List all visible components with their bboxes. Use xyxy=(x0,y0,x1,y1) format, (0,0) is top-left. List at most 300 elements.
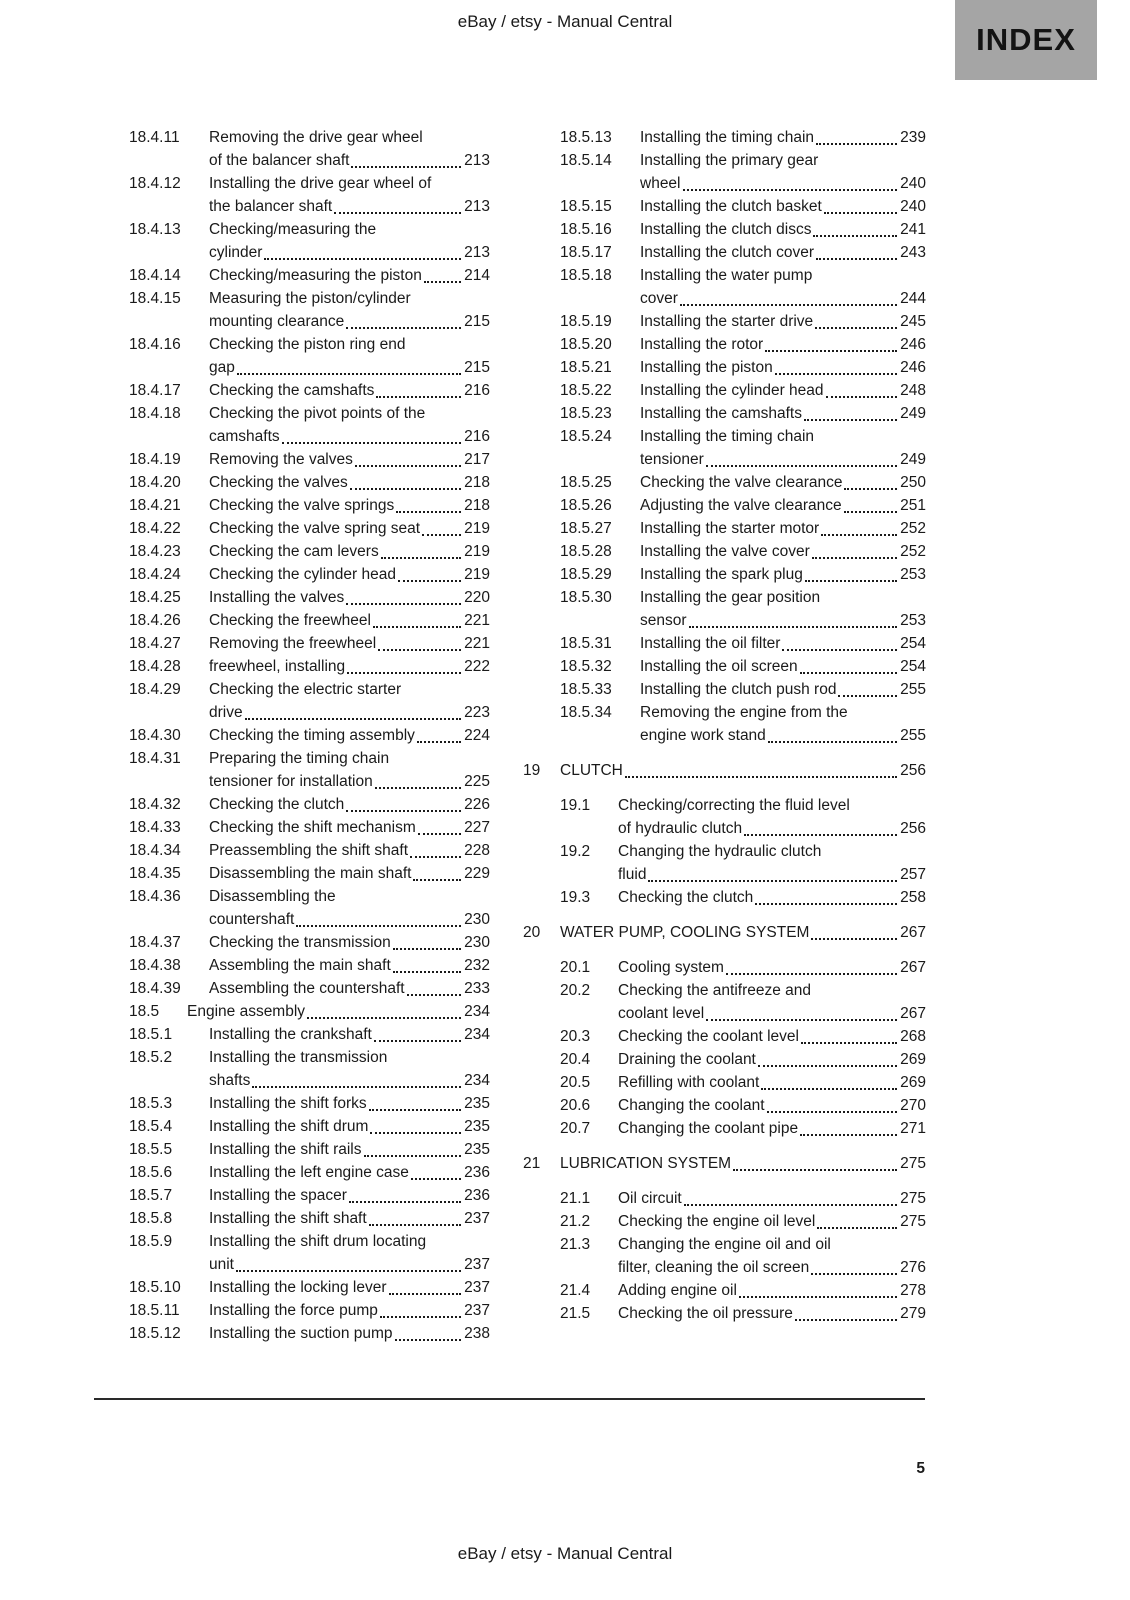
toc-entry-page: 237 xyxy=(464,1302,490,1319)
toc-entry-body xyxy=(618,1048,926,1071)
toc-entry-title-line: Installing the gear position xyxy=(640,589,821,606)
dot-leader xyxy=(801,1042,897,1044)
dot-leader xyxy=(800,672,897,674)
toc-entry-last-line xyxy=(640,402,926,425)
toc-entry-last-line xyxy=(618,863,926,886)
toc-entry xyxy=(129,1138,490,1161)
toc-entry-last-line xyxy=(618,1210,926,1233)
toc-entry-body xyxy=(618,1071,926,1094)
toc-entry-number: 20.2 xyxy=(560,982,591,999)
toc-entry xyxy=(560,471,926,494)
toc-entry-last-line xyxy=(209,494,490,517)
toc-entry-last-line xyxy=(618,817,926,840)
toc-entry-last-line xyxy=(209,770,490,793)
toc-entry-last-line xyxy=(618,1025,926,1048)
toc-entry-title: Installing the starter motor xyxy=(640,520,820,537)
toc-entry-page: 213 xyxy=(464,198,490,215)
dot-leader xyxy=(838,695,897,697)
toc-entry-page: 258 xyxy=(900,889,926,906)
toc-entry-page: 234 xyxy=(464,1003,490,1020)
toc-entry-title: Checking the cam levers xyxy=(209,543,379,560)
toc-entry-title: Changing the coolant xyxy=(618,1097,765,1114)
toc-entry-number: 18.4.36 xyxy=(129,888,181,905)
toc-entry xyxy=(523,921,926,944)
toc-entry xyxy=(560,794,926,840)
toc-entry-page: 249 xyxy=(900,451,926,468)
toc-entry-last-line xyxy=(618,1048,926,1071)
toc-entry-body xyxy=(209,678,490,724)
toc-entry-title: Checking the valves xyxy=(209,474,348,491)
toc-entry-page: 252 xyxy=(900,543,926,560)
dot-leader xyxy=(821,534,897,536)
toc-entry-title-line: Disassembling the xyxy=(209,888,336,905)
toc-entry xyxy=(129,885,490,931)
toc-entry-title: Engine assembly xyxy=(187,1003,306,1020)
toc-entry xyxy=(560,701,926,747)
toc-entry-page: 218 xyxy=(464,474,490,491)
toc-entry xyxy=(129,563,490,586)
dot-leader xyxy=(245,718,462,720)
toc-entry-page: 245 xyxy=(900,313,926,330)
toc-entry-body xyxy=(618,886,926,909)
dot-leader xyxy=(422,534,461,536)
toc-entry-title: Installing the shift drum xyxy=(209,1118,369,1135)
toc-entry xyxy=(129,954,490,977)
dot-leader xyxy=(795,1319,897,1321)
toc-entry-last-line xyxy=(209,264,490,287)
toc-entry-body xyxy=(209,977,490,1000)
dot-leader xyxy=(411,1178,461,1180)
toc-entry-body xyxy=(560,759,926,782)
toc-entry-number: 18.4.11 xyxy=(129,129,180,146)
toc-entry-last-line xyxy=(209,1069,490,1092)
toc-entry-body xyxy=(618,1094,926,1117)
toc-entry-last-line xyxy=(209,1322,490,1345)
toc-entry-body xyxy=(209,1276,490,1299)
toc-entry-page: 216 xyxy=(464,428,490,445)
toc-entry-last-line xyxy=(640,471,926,494)
toc-entry-last-line xyxy=(209,425,490,448)
toc-entry-body xyxy=(618,1025,926,1048)
toc-entry-last-line xyxy=(640,241,926,264)
toc-entry-title: Checking the camshafts xyxy=(209,382,375,399)
toc-entry-body xyxy=(640,402,926,425)
dot-leader xyxy=(758,1065,897,1067)
toc-entry-number: 18.5.34 xyxy=(560,704,612,721)
toc-entry-title: filter, cleaning the oil screen xyxy=(618,1259,810,1276)
toc-entry-title: wheel xyxy=(640,175,681,192)
dot-leader xyxy=(395,1339,462,1341)
toc-entry-number: 18.5.9 xyxy=(129,1233,173,1250)
toc-entry-page: 244 xyxy=(900,290,926,307)
toc-entry xyxy=(129,218,490,264)
toc-entry xyxy=(129,471,490,494)
toc-entry-body xyxy=(618,1117,926,1140)
toc-column xyxy=(523,126,926,1345)
toc-column xyxy=(129,126,490,1345)
toc-entry-title: fluid xyxy=(618,866,647,883)
toc-entry xyxy=(129,172,490,218)
toc-entry-page: 234 xyxy=(464,1026,490,1043)
toc-entry-page: 232 xyxy=(464,957,490,974)
dot-leader xyxy=(370,1132,461,1134)
toc-entry-last-line xyxy=(209,724,490,747)
toc-entry-title: unit xyxy=(209,1256,234,1273)
toc-entry-last-line xyxy=(209,1207,490,1230)
toc-entry-last-line xyxy=(618,886,926,909)
dot-leader xyxy=(811,1273,897,1275)
toc-entry-number: 18.4.30 xyxy=(129,727,181,744)
toc-entry xyxy=(560,333,926,356)
toc-entry-last-line xyxy=(640,356,926,379)
dot-leader xyxy=(418,833,461,835)
toc-entry-page: 226 xyxy=(464,796,490,813)
dot-leader xyxy=(817,1227,897,1229)
toc-entry-title: Checking the coolant level xyxy=(618,1028,799,1045)
toc-entry-title: Checking/measuring the piston xyxy=(209,267,422,284)
toc-entry-title: Installing the clutch push rod xyxy=(640,681,837,698)
toc-entry xyxy=(560,1117,926,1140)
toc-entry-page: 246 xyxy=(900,359,926,376)
dot-leader xyxy=(369,1224,461,1226)
toc-entry-number: 18.4.31 xyxy=(129,750,181,767)
toc-entry-title-line: Installing the transmission xyxy=(209,1049,388,1066)
dot-leader xyxy=(417,741,461,743)
toc-entry-last-line xyxy=(618,1302,926,1325)
toc-entry-title: Installing the force pump xyxy=(209,1302,378,1319)
dot-leader xyxy=(355,465,461,467)
toc-entry xyxy=(560,425,926,471)
toc-entry-body xyxy=(209,816,490,839)
toc-entry-number: 18.5.7 xyxy=(129,1187,173,1204)
table-of-contents xyxy=(129,126,926,1345)
toc-entry-number: 18.5.10 xyxy=(129,1279,181,1296)
toc-entry-body xyxy=(209,885,490,931)
toc-entry-page: 270 xyxy=(900,1097,926,1114)
toc-entry-body xyxy=(209,747,490,793)
toc-entry-page: 215 xyxy=(464,313,490,330)
dot-leader xyxy=(351,166,461,168)
dot-leader xyxy=(761,1088,897,1090)
toc-entry xyxy=(560,310,926,333)
index-badge: INDEX xyxy=(955,0,1097,80)
toc-entry-body xyxy=(640,356,926,379)
toc-entry-page: 224 xyxy=(464,727,490,744)
toc-entry-page: 220 xyxy=(464,589,490,606)
toc-entry-page: 279 xyxy=(900,1305,926,1322)
toc-entry-last-line xyxy=(209,1299,490,1322)
toc-entry-body xyxy=(640,264,926,310)
toc-entry-number: 19.1 xyxy=(560,797,591,814)
toc-entry xyxy=(129,632,490,655)
dot-leader xyxy=(765,350,897,352)
dot-leader xyxy=(410,856,461,858)
toc-entry-body xyxy=(209,379,490,402)
toc-entry-number: 18.4.15 xyxy=(129,290,181,307)
toc-entry-body xyxy=(209,126,490,172)
dot-leader xyxy=(393,971,461,973)
toc-entry-title: Installing the clutch basket xyxy=(640,198,822,215)
toc-entry-body xyxy=(640,379,926,402)
toc-entry-number: 18.5.26 xyxy=(560,497,612,514)
toc-entry-page: 214 xyxy=(464,267,490,284)
toc-entry xyxy=(129,977,490,1000)
toc-entry-page: 268 xyxy=(900,1028,926,1045)
toc-entry-number: 18.4.26 xyxy=(129,612,181,629)
toc-entry-body xyxy=(640,241,926,264)
toc-entry xyxy=(129,287,490,333)
toc-entry-title-line: Installing the shift drum locating xyxy=(209,1233,427,1250)
toc-entry-page: 218 xyxy=(464,497,490,514)
toc-entry-title-line: Checking/measuring the xyxy=(209,221,377,238)
toc-entry-page: 235 xyxy=(464,1118,490,1135)
toc-entry-last-line xyxy=(209,1023,490,1046)
toc-entry-last-line xyxy=(209,379,490,402)
toc-entry-number: 18.4.29 xyxy=(129,681,181,698)
toc-entry-title: freewheel, installing xyxy=(209,658,346,675)
toc-entry-number: 19 xyxy=(523,762,541,779)
toc-entry xyxy=(560,1187,926,1210)
toc-entry xyxy=(129,793,490,816)
toc-entry-body xyxy=(560,921,926,944)
dot-leader xyxy=(378,649,461,651)
toc-entry-page: 237 xyxy=(464,1256,490,1273)
toc-entry-title: gap xyxy=(209,359,235,376)
toc-entry-last-line xyxy=(560,1152,926,1175)
dot-leader xyxy=(413,879,461,881)
toc-entry-number: 18.5.2 xyxy=(129,1049,173,1066)
toc-entry-body xyxy=(209,264,490,287)
dot-leader xyxy=(349,1201,461,1203)
dot-leader xyxy=(374,1040,461,1042)
toc-entry xyxy=(129,1115,490,1138)
toc-entry-title-line: Checking the antifreeze and xyxy=(618,982,812,999)
toc-entry-number: 20.3 xyxy=(560,1028,591,1045)
toc-entry-title: engine work stand xyxy=(640,727,766,744)
toc-entry-body xyxy=(640,701,926,747)
toc-entry-last-line xyxy=(640,655,926,678)
toc-entry-body xyxy=(640,333,926,356)
toc-entry-title: the balancer shaft xyxy=(209,198,333,215)
dot-leader xyxy=(347,672,461,674)
toc-entry-last-line xyxy=(209,862,490,885)
dot-leader xyxy=(380,1316,461,1318)
toc-entry-page: 230 xyxy=(464,934,490,951)
toc-entry-last-line xyxy=(640,609,926,632)
toc-entry-page: 250 xyxy=(900,474,926,491)
toc-entry-body xyxy=(209,1207,490,1230)
toc-entry-title: Assembling the countershaft xyxy=(209,980,405,997)
toc-entry xyxy=(560,195,926,218)
toc-entry-body xyxy=(209,793,490,816)
toc-entry xyxy=(129,1000,490,1023)
toc-entry xyxy=(129,1023,490,1046)
dot-leader xyxy=(680,304,897,306)
toc-entry-body xyxy=(618,1302,926,1325)
toc-entry-title-line: Installing the primary gear xyxy=(640,152,819,169)
toc-entry-page: 223 xyxy=(464,704,490,721)
dot-leader xyxy=(706,465,897,467)
dot-leader xyxy=(625,776,897,778)
toc-entry-number: 20.1 xyxy=(560,959,591,976)
toc-entry-title: Checking the cylinder head xyxy=(209,566,396,583)
toc-entry xyxy=(560,1302,926,1325)
toc-entry-title-line: Measuring the piston/cylinder xyxy=(209,290,411,307)
toc-entry-page: 275 xyxy=(900,1190,926,1207)
toc-entry-number: 18.5.3 xyxy=(129,1095,173,1112)
toc-entry-number: 18.4.33 xyxy=(129,819,181,836)
dot-leader xyxy=(844,488,897,490)
toc-entry-body xyxy=(209,172,490,218)
toc-entry-page: 267 xyxy=(900,924,926,941)
toc-entry xyxy=(129,862,490,885)
toc-entry-number: 18.5.33 xyxy=(560,681,612,698)
dot-leader xyxy=(706,1019,897,1021)
toc-entry-last-line xyxy=(618,956,926,979)
toc-entry-title: tensioner xyxy=(640,451,704,468)
toc-entry-last-line xyxy=(618,1002,926,1025)
toc-entry-last-line xyxy=(209,471,490,494)
dot-leader xyxy=(282,442,461,444)
toc-entry-last-line xyxy=(640,632,926,655)
toc-entry-title: Preassembling the shift shaft xyxy=(209,842,409,859)
toc-entry-last-line xyxy=(640,724,926,747)
toc-entry-number: 18.5.8 xyxy=(129,1210,173,1227)
toc-entry-last-line xyxy=(640,218,926,241)
toc-entry-last-line xyxy=(560,921,926,944)
toc-entry-page: 251 xyxy=(900,497,926,514)
toc-entry xyxy=(560,1210,926,1233)
toc-entry-body xyxy=(640,310,926,333)
toc-entry-number: 18.5.18 xyxy=(560,267,612,284)
toc-entry-page: 239 xyxy=(900,129,926,146)
toc-entry-title-line: Checking/correcting the fluid level xyxy=(618,797,850,814)
dot-leader xyxy=(744,834,897,836)
toc-entry-last-line xyxy=(209,586,490,609)
toc-entry-last-line xyxy=(618,1071,926,1094)
toc-entry-body xyxy=(209,448,490,471)
toc-entry-number: 18.5.11 xyxy=(129,1302,180,1319)
toc-entry-body xyxy=(209,862,490,885)
toc-entry-title: tensioner for installation xyxy=(209,773,373,790)
toc-entry-title: shafts xyxy=(209,1072,251,1089)
toc-entry-page: 246 xyxy=(900,336,926,353)
toc-entry-title: WATER PUMP, COOLING SYSTEM xyxy=(560,924,810,941)
toc-entry xyxy=(129,747,490,793)
toc-entry-page: 235 xyxy=(464,1141,490,1158)
toc-entry-number: 18.4.37 xyxy=(129,934,181,951)
toc-entry-number: 18.4.25 xyxy=(129,589,181,606)
toc-entry-title: Checking the valve spring seat xyxy=(209,520,421,537)
dot-leader xyxy=(782,649,897,651)
toc-entry-number: 21.4 xyxy=(560,1282,591,1299)
toc-entry-number: 18.4.39 xyxy=(129,980,181,997)
toc-entry-page: 249 xyxy=(900,405,926,422)
dot-leader xyxy=(389,1293,462,1295)
dot-leader xyxy=(648,880,897,882)
toc-entry-title: Installing the valves xyxy=(209,589,345,606)
toc-entry-number: 18.4.38 xyxy=(129,957,181,974)
toc-entry-body xyxy=(209,494,490,517)
toc-entry-page: 217 xyxy=(464,451,490,468)
toc-entry-body xyxy=(618,1279,926,1302)
toc-entry-title: Checking the engine oil level xyxy=(618,1213,816,1230)
toc-entry-page: 267 xyxy=(900,1005,926,1022)
dot-leader xyxy=(800,1134,897,1136)
toc-entry-last-line xyxy=(209,1138,490,1161)
toc-entry xyxy=(129,1322,490,1345)
toc-entry-last-line xyxy=(640,379,926,402)
toc-entry-body xyxy=(640,563,926,586)
toc-entry-page: 236 xyxy=(464,1187,490,1204)
toc-entry-last-line xyxy=(209,908,490,931)
toc-entry-last-line xyxy=(618,1256,926,1279)
toc-entry-number: 18.4.17 xyxy=(129,382,181,399)
toc-entry-number: 18.5.28 xyxy=(560,543,612,560)
toc-entry-last-line xyxy=(209,977,490,1000)
toc-entry-title: Installing the oil screen xyxy=(640,658,798,675)
dot-leader xyxy=(424,281,461,283)
toc-entry-body xyxy=(640,471,926,494)
toc-entry xyxy=(129,1230,490,1276)
toc-entry-last-line xyxy=(209,793,490,816)
toc-entry-title: Installing the rotor xyxy=(640,336,764,353)
toc-entry xyxy=(129,931,490,954)
toc-entry-body xyxy=(209,931,490,954)
dot-leader xyxy=(237,373,461,375)
toc-entry-title-line: Installing the timing chain xyxy=(640,428,815,445)
toc-entry-last-line xyxy=(209,632,490,655)
toc-entry-body xyxy=(209,1092,490,1115)
toc-entry-last-line xyxy=(209,540,490,563)
toc-entry-last-line xyxy=(187,1000,490,1023)
toc-entry-body xyxy=(618,1233,926,1279)
dot-leader xyxy=(805,580,897,582)
toc-entry-title: Removing the valves xyxy=(209,451,353,468)
toc-entry xyxy=(560,563,926,586)
divider-line xyxy=(94,1398,925,1400)
toc-entry-number: 18.5.15 xyxy=(560,198,612,215)
toc-entry-last-line xyxy=(560,759,926,782)
dot-leader xyxy=(844,511,898,513)
toc-entry-number: 20.5 xyxy=(560,1074,591,1091)
toc-entry-page: 254 xyxy=(900,635,926,652)
toc-entry-number: 21.5 xyxy=(560,1305,591,1322)
toc-entry xyxy=(560,264,926,310)
toc-entry-title: Checking the transmission xyxy=(209,934,391,951)
toc-entry-number: 18.4.12 xyxy=(129,175,181,192)
toc-entry-title: Installing the starter drive xyxy=(640,313,814,330)
toc-entry-body xyxy=(640,678,926,701)
toc-entry xyxy=(129,816,490,839)
toc-entry-page: 241 xyxy=(900,221,926,238)
toc-entry xyxy=(129,264,490,287)
toc-entry-last-line xyxy=(618,1279,926,1302)
toc-entry-title-line: Changing the hydraulic clutch xyxy=(618,843,822,860)
toc-entry-title: Installing the clutch cover xyxy=(640,244,815,261)
toc-entry-body xyxy=(209,1023,490,1046)
toc-entry-number: 18.5.25 xyxy=(560,474,612,491)
toc-entry-page: 227 xyxy=(464,819,490,836)
toc-entry-page: 233 xyxy=(464,980,490,997)
toc-entry-page: 228 xyxy=(464,842,490,859)
toc-entry-number: 18.5.24 xyxy=(560,428,612,445)
toc-entry-title-line: Removing the drive gear wheel xyxy=(209,129,423,146)
toc-entry-body xyxy=(560,1152,926,1175)
toc-entry-page: 257 xyxy=(900,866,926,883)
toc-entry-title: sensor xyxy=(640,612,687,629)
toc-entry-number: 18.4.32 xyxy=(129,796,181,813)
